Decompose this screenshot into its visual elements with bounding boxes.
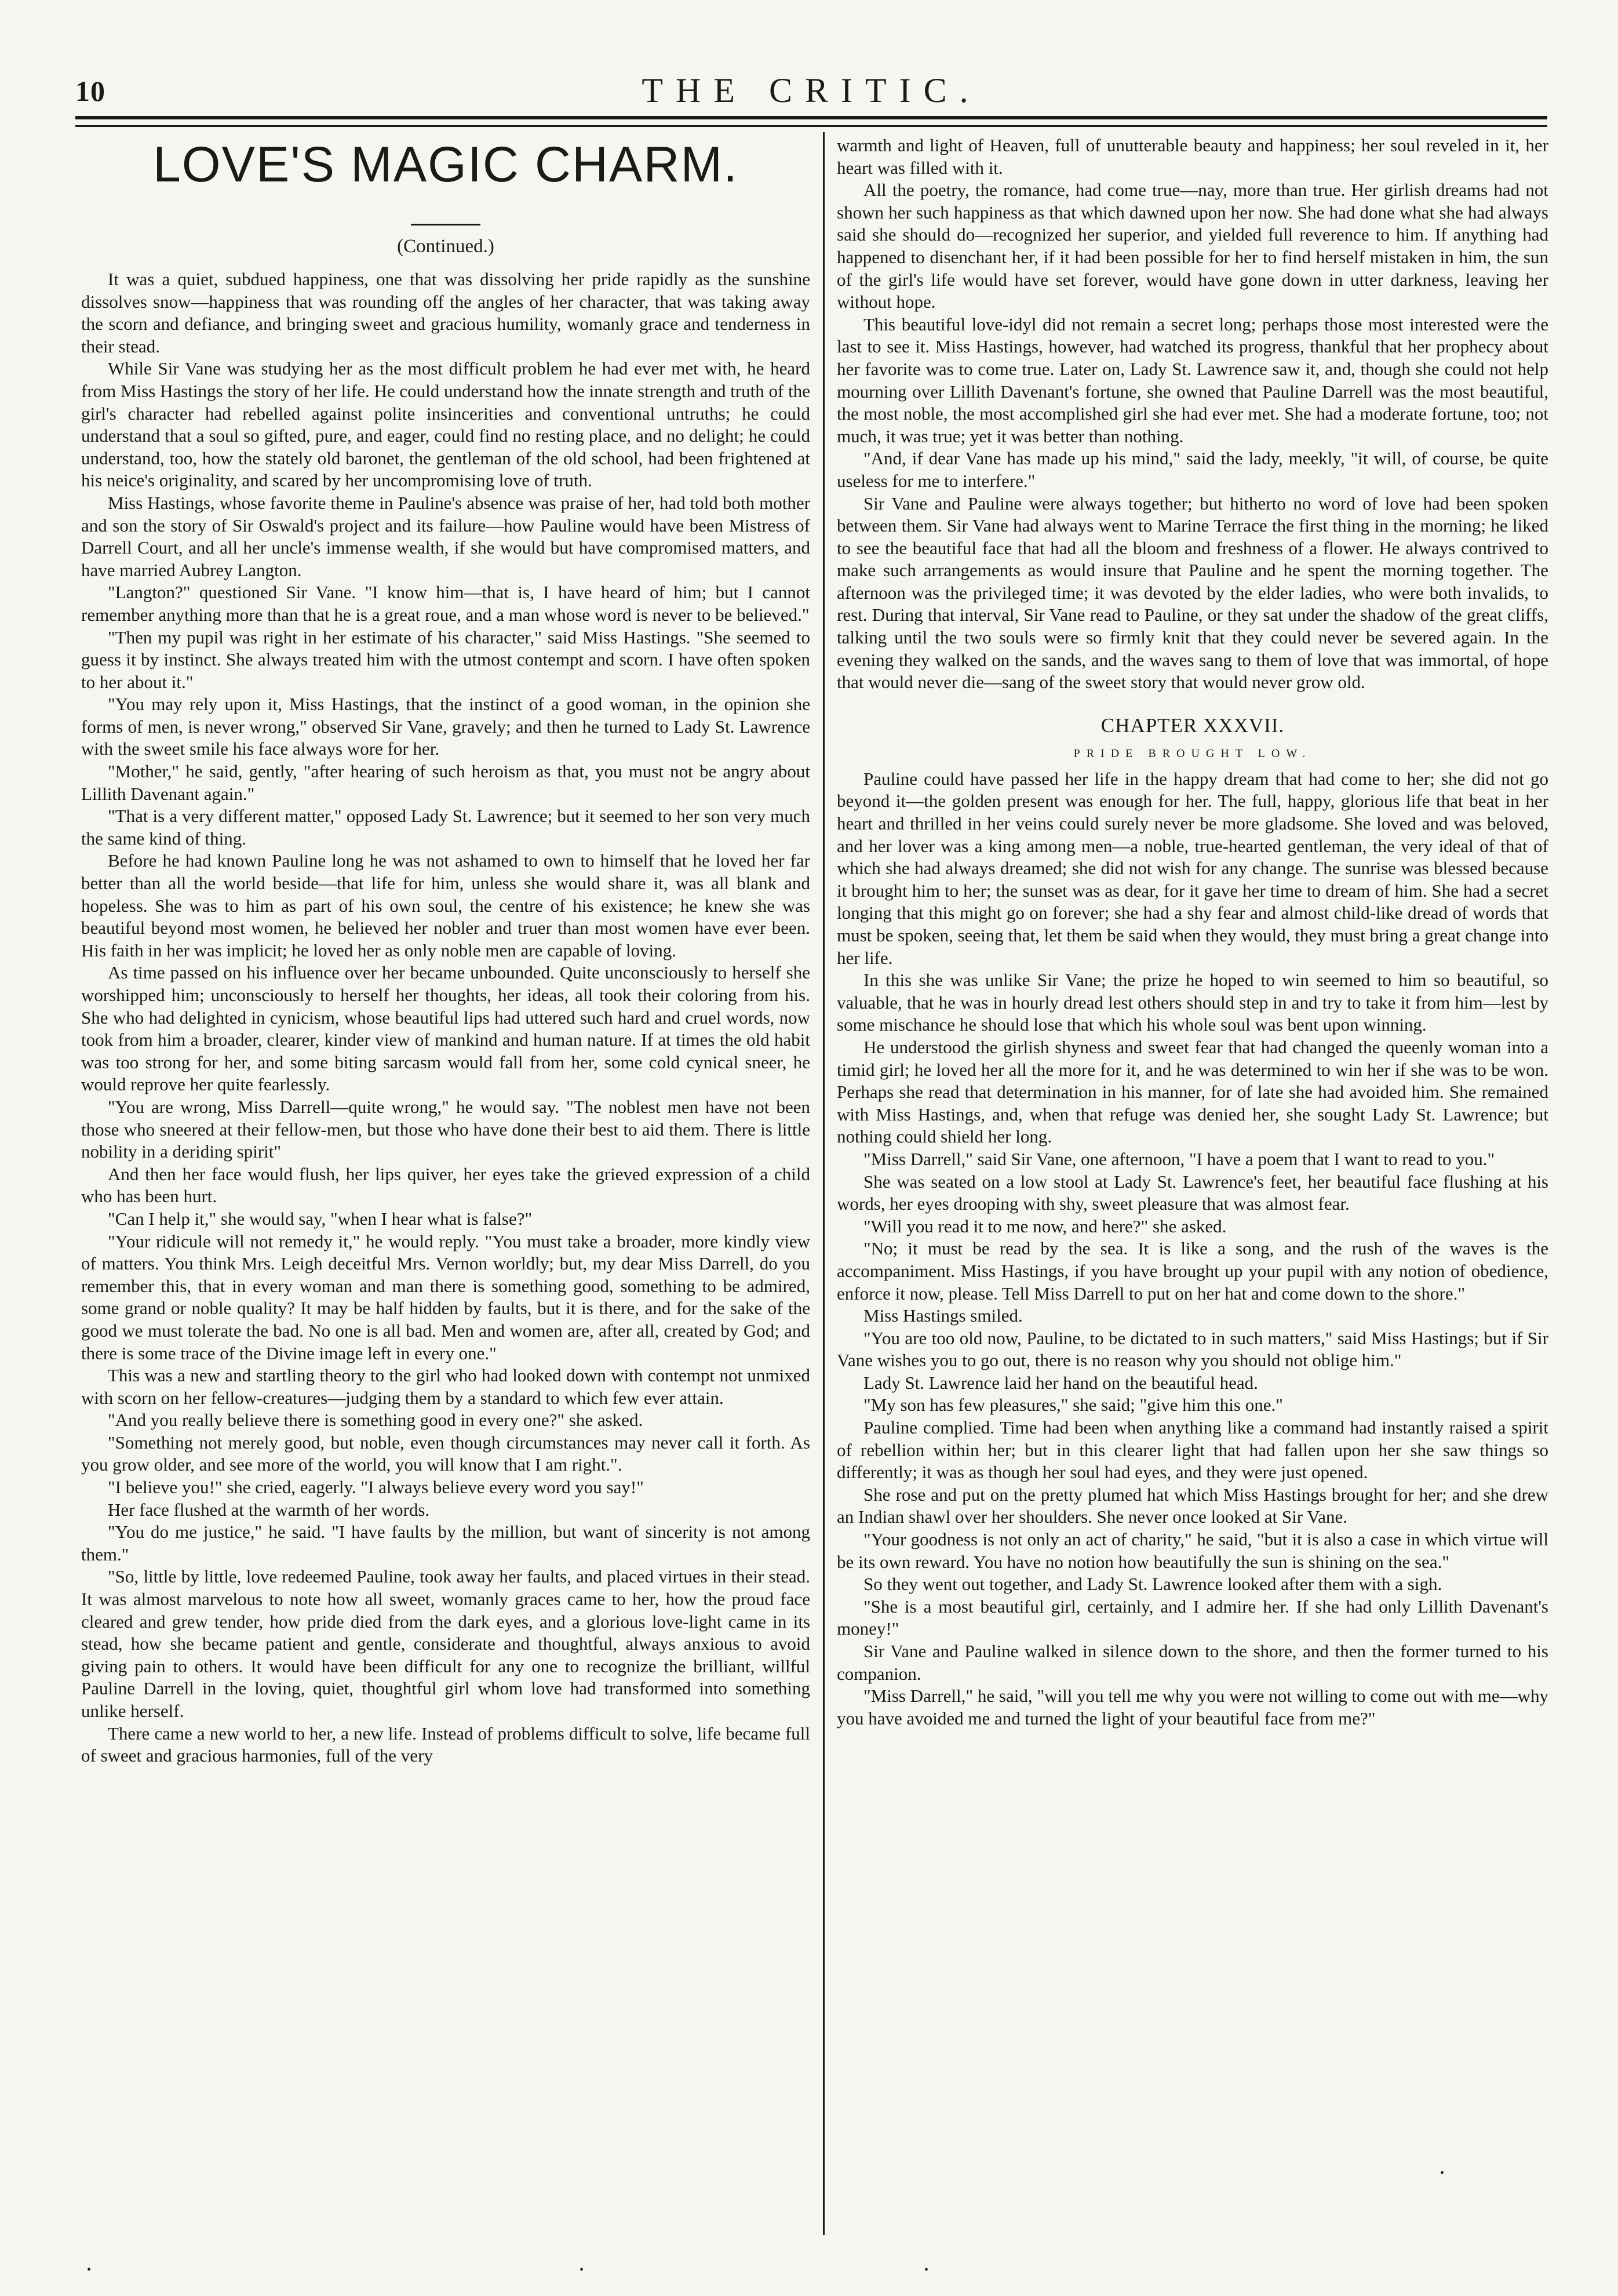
paragraph: "No; it must be read by the sea. It is like a song, and the rush of the waves is the accompaniment. Miss Hastings, if you have brought up your pupil with any notion of obedience, enforce it now, please. Tell Miss Darrell to put on her hat and come down to the shore." [837,1238,1548,1304]
paragraph: "Will you read it to me now, and here?" she asked. [863,1216,1227,1236]
paragraph: All the poetry, the romance, had come true—nay, more than true. Her girlish dreams had not shown her such happiness as that which dawned upon her now. She had done what she had always said she should do—recognized her superior, and yielded full reverence to him. If anything had happened to disenchant her, if it had been possible for her to find herself mistaken in him, the sun of the girl's life would have set forever, would have gone down in utter darkness, leaving her without hope. [837,180,1548,312]
print-speck: • [924,2264,929,2276]
paragraph: "Miss Darrell," said Sir Vane, one afternoon, "I have a poem that I want to read to you." [863,1148,1495,1169]
paragraph: "My son has few pleasures," she said; "give him this one." [863,1395,1283,1416]
paragraph: There came a new world to her, a new life. Instead of problems difficult to solve, life became full of sweet and gracious harmonies, full of the very [81,1723,810,1766]
paragraph: Miss Hastings, whose favorite theme in Pauline's absence was praise of her, had told both mother and son the story of Sir Oswald's project and its failure—how Pauline would have been Mistress of Darrell Court, and all her uncle's immense wealth, if she would but have compromised matters, and have married Aubrey Langton. [81,492,810,580]
right-column-continuation [837,134,1548,694]
paragraph: "Your goodness is not only an act of charity," he said, "but it is also a case in which virtue will be its own reward. You have no notion how beautifully the sun is shining on the sea." [837,1529,1548,1572]
paragraph: "I believe you!" she cried, eagerly. "I always believe every word you say!" [108,1477,644,1498]
print-speck: • [1440,2167,1445,2179]
paragraph: "Miss Darrell," he said, "will you tell me why you were not willing to come out with me—why you have avoided me and turned the light of your beautiful face from me?" [837,1686,1548,1729]
paragraph: "You are too old now, Pauline, to be dictated to in such matters," said Miss Hastings; but if Sir Vane wishes you to go out, there is no reason why you should not oblige him." [837,1327,1548,1371]
story-title: LOVE'S MAGIC CHARM. [152,137,739,192]
left-column-body [81,268,810,1767]
paragraph: "Your ridicule will not remedy it," he would reply. "You must take a broader, more kindly view of matters. You think Mrs. Leigh deceitful Mrs. Vernon worldly; but, my dear Miss Darrell, do you remember this, that in every woman and man there is something good, something to be admired, some grand or noble quality? It may be half hidden by faults, but it is there, and for the sake of the good we must tolerate the bad. No one is all bad. Men and women are, after all, created by God; and there is some trace of the Divine image left in every one." [81,1231,810,1363]
paragraph: "Then my pupil was right in her estimate of his character," said Miss Hastings. "She seemed to guess it by instinct. She always treated him with the utmost contempt and scorn. I have often spoken to her about it." [81,627,810,692]
paragraph: "She is a most beautiful girl, certainly, and I admire her. If she had only Lillith Davenant's money!" [837,1596,1548,1639]
paragraph: Pauline could have passed her life in the happy dream that had come to her; she did not go beyond it—the golden present was enough for her. The full, happy, glorious life that beat in her heart and thrilled in her veins could surely never be more gladsome. She loved and was beloved, and her lover was a king among men—a noble, true-hearted gentleman, the very ideal of that of which she had always dreamed; she did not wish for any change. The sunrise was blessed because it brought him to her; the sunset was as dear, for it gave her time to dream of him. She had a secret longing that this might go on forever; she had a shy fear and almost child-like dread of words that must be spoken, seeing that, let them be said when they would, they must bring a great change into her life. [837,768,1548,968]
paragraph: Before he had known Pauline long he was not ashamed to own to himself that he loved her far better than all the world beside—that life for him, unless she would share it, was all blank and hopeless. She was to him as part of his own soul, the centre of his existence; he knew she was beautiful beyond most women, he believed her nobler and truer than most women have ever been. His faith in her was implicit; he loved her as only noble men are capable of loving. [81,850,810,960]
chapter-body [837,768,1548,1730]
paragraph: "Mother," he said, gently, "after hearing of such heroism as that, you must not be angry about Lillith Davenant again." [81,761,810,804]
chapter-subtitle: PRIDE BROUGHT LOW. [1073,747,1312,760]
paragraph: Her face flushed at the warmth of her words. [108,1499,430,1520]
page-number: 10 [75,75,105,107]
paragraph: "You do me justice," he said. "I have faults by the million, but want of sincerity is not among them." [81,1522,810,1564]
print-speck: • [580,2264,584,2276]
paragraph: "And, if dear Vane has made up his mind," said the lady, meekly, "it will, of course, be quite useless for me to interfere." [837,448,1548,491]
paragraph: He understood the girlish shyness and sweet fear that had changed the queenly woman into a timid girl; he loved her all the more for it, and he was determined to win her if she was to be won. Perhaps she read that determination in his manner, for of late she had avoided him. She remained with Miss Hastings, and, when that refuge was denied her, she sought Lady St. Lawrence; but nothing could shield her long. [837,1036,1548,1147]
running-head [75,71,1547,117]
paragraph: Pauline complied. Time had been when anything like a command had instantly raised a spirit of rebellion within her; but in this clearer light that had fallen upon her she saw things so differently; it was as though her soul had eyes, and they were just opened. [837,1417,1548,1483]
paragraph: She was seated on a low stool at Lady St. Lawrence's feet, her beautiful face flushing at his words, her eyes drooping with shy, sweet pleasure that was almost fear. [837,1171,1548,1214]
print-speck: • [87,2264,92,2276]
paragraph: Sir Vane and Pauline were always together; but hitherto no word of love had been spoken between them. Sir Vane had always went to Marine Terrace the first thing in the morning; he liked to see the beautiful face that had all the bloom and freshness of a flower. He always contrived to make such arrangements as would insure that Pauline and he spent the morning together. The afternoon was the privileged time; it was devoted by the elder ladies, who were both invalids, to rest. During that interval, Sir Vane read to Pauline, or they sat under the shadow of the great cliffs, talking until the two souls were so firmly knit that they could never be severed again. In the evening they walked on the sands, and the waves sang to them of love that was immortal, of hope that would never die—sang of the sweet story that would never grow old. [837,493,1548,693]
paragraph: "You may rely upon it, Miss Hastings, that the instinct of a good woman, in the opinion she forms of men, is never wrong," observed Sir Vane, gravely; and then he turned to Lady St. Lawrence with the sweet smile his face always wore for her. [81,694,810,759]
paragraph: So they went out together, and Lady St. Lawrence looked after them with a sigh. [863,1574,1442,1595]
column-divider [823,132,825,2235]
paragraph: She rose and put on the pretty plumed hat which Miss Hastings brought for her; and she drew an Indian shawl over her shoulders. She never once looked at Sir Vane. [837,1484,1548,1527]
paragraph: This was a new and startling theory to the girl who had looked down with contempt not unmixed with scorn on her fellow-creatures—judging them by a standard to which few ever attain. [81,1365,810,1408]
paragraph: "So, little by little, love redeemed Pauline, took away her faults, and placed virtues in their stead. It was almost marvelous to note how all sweet, womanly graces came to her, how the proud face cleared and grew tender, how pride died from the dark eyes, and a glorious love-light came in its stead, how she became patient and gentle, considerate and thoughtful, always anxious to avoid giving pain to others. It would have been difficult for any one to recognize the brilliant, willful Pauline Darrell in the loving, quiet, thoughtful girl whom love had transformed into something unlike herself. [81,1566,810,1721]
header-rule-thin [75,125,1547,127]
paragraph: warmth and light of Heaven, full of unutterable beauty and happiness; her soul reveled in it, her heart was filled with it. [837,135,1548,178]
paragraph: "Langton?" questioned Sir Vane. "I know him—that is, I have heard of him; but I cannot remember anything more than that he is a great roue, and a man whose word is never to be believed." [81,582,810,625]
paragraph: In this she was unlike Sir Vane; the prize he hoped to win seemed to him so beautiful, so valuable, that he was in hourly dread lest others should step in and try to take it from him—lest by some mischance he should lose that which his whole soul was bent upon winning. [837,970,1548,1035]
paragraph: "Can I help it," she would say, "when I hear what is false?" [108,1208,533,1229]
paragraph: "Something not merely good, but noble, even though circumstances may never call it forth. As you grow older, and see more of the world, you will know that I am right.". [81,1432,810,1475]
paragraph: This beautiful love-idyl did not remain a secret long; perhaps those most interested were the last to see it. Miss Hastings, however, had watched its progress, thankful that her prophecy about her favorite was to come true. Later on, Lady St. Lawrence saw it, and, though she could not help mourning over Lillith Davenant's fortune, she owned that Pauline Darrell was the most beautiful, the most noble, the most accomplished girl she had ever met. She had a moderate fortune, too; not much, it was true; yet it was better than nothing. [837,314,1548,446]
chapter-heading: CHAPTER XXXVII. [1100,714,1285,737]
paragraph: Sir Vane and Pauline walked in silence down to the shore, and then the former turned to his companion. [837,1641,1548,1684]
right-column [837,134,1548,2233]
paragraph: As time passed on his influence over her became unbounded. Quite unconsciously to herself she worshipped him; unconsciously to herself her thoughts, her ideas, all took their coloring from his. She who had delighted in cynicism, whose beautiful lips had uttered such hard and cruel words, now took from him a broader, clearer, kinder view of mankind and human nature. If at times the old habit was too strong for her, and some biting sarcasm would fall from her, some cold cynical sneer, he would reprove her quite fearlessly. [81,962,810,1095]
paragraph: "You are wrong, Miss Darrell—quite wrong," he would say. "The noblest men have not been those who sneered at their fellow-men, but those who have done their best to aid them. There is little nobility in a deriding spirit" [81,1096,810,1162]
continued-note: (Continued.) [397,236,494,257]
header-rule-thick [75,116,1547,119]
left-column [81,134,810,2233]
paragraph: Lady St. Lawrence laid her hand on the beautiful head. [863,1372,1258,1393]
paragraph: "And you really believe there is something good in every one?" she asked. [108,1410,643,1431]
paragraph: "That is a very different matter," opposed Lady St. Lawrence; but it seemed to her son very much the same kind of thing. [81,806,810,849]
journal-title: THE CRITIC. [642,71,981,110]
paragraph: Miss Hastings smiled. [863,1305,1023,1326]
paragraph: While Sir Vane was studying her as the most difficult problem he had ever met with, he heard from Miss Hastings the story of her life. He could understand how the innate strength and truth of the girl's character had rebelled against polite insincerities and conventional untruths; he could understand that a soul so gifted, pure, and eager, could find no resting place, and no delight; he could understand, too, how the stately old baronet, the gentleman of the old school, had been frightened at his neice's originality, and scared by her uncompromising love of truth. [81,358,810,491]
paragraph: And then her face would flush, her lips quiver, her eyes take the grieved expression of a child who has been hurt. [81,1163,810,1207]
paragraph: It was a quiet, subdued happiness, one that was dissolving her pride rapidly as the sunshine dissolves snow—happiness that was rounding off the angles of her character, that was taking away the scorn and defiance, and bringing sweet and gracious humility, womanly grace and tenderness in their stead. [81,269,810,356]
title-rule [411,224,480,225]
